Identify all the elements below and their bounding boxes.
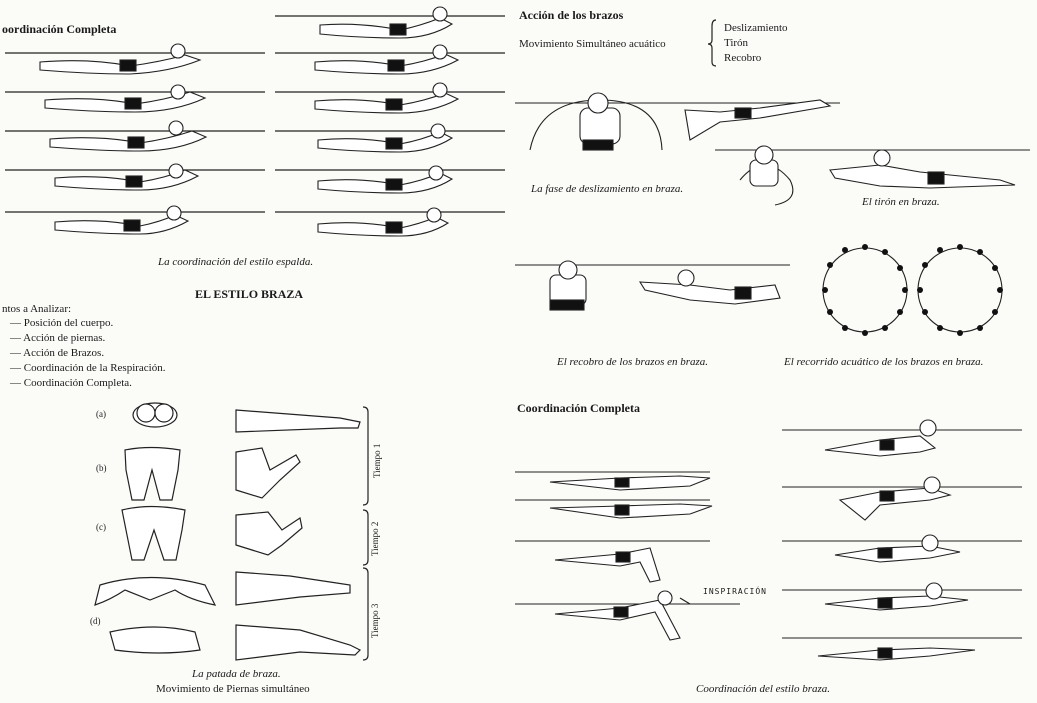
arm-path-caption: El recorrido acuático de los brazos en braza. — [784, 356, 984, 368]
inspiration-note: INSPIRACIÓN — [703, 587, 767, 596]
leg-label-d: (d) — [90, 616, 101, 626]
breaststroke-caption: Coordinación del estilo braza. — [696, 683, 831, 695]
leg-label-a: (a) — [96, 409, 106, 419]
list-item: — Coordinación Completa. — [10, 377, 132, 389]
phase-glide: Deslizamiento — [724, 22, 788, 34]
tiempo-3-label: Tiempo 3 — [370, 603, 380, 638]
tiempo-1-label: Tiempo 1 — [372, 443, 382, 478]
glide-caption: La fase de deslizamiento en braza. — [531, 183, 684, 195]
leg-kick-caption: La patada de braza. — [192, 668, 281, 680]
list-item: — Acción de piernas. — [10, 332, 106, 344]
list-item: — Acción de Brazos. — [10, 347, 105, 359]
pull-caption: El tirón en braza. — [862, 196, 940, 208]
arm-action-title: Acción de los brazos — [519, 8, 624, 22]
leg-movement-caption: Movimiento de Piernas simultáneo — [156, 683, 310, 695]
braza-section-title: EL ESTILO BRAZA — [195, 287, 304, 301]
phase-recovery: Recobro — [724, 52, 762, 64]
list-item: — Coordinación de la Respiración. — [10, 362, 166, 374]
full-coordination-title: Coordinación Completa — [517, 401, 640, 415]
recovery-caption: El recobro de los brazos en braza. — [557, 356, 709, 368]
backstroke-caption: La coordinación del estilo espalda. — [158, 256, 314, 268]
tiempo-2-label: Tiempo 2 — [370, 521, 380, 556]
list-item: — Posición del cuerpo. — [10, 317, 114, 329]
points-intro: ntos a Analizar: — [2, 303, 72, 315]
backstroke-coordination-heading: oordinación Completa — [2, 22, 117, 36]
leg-label-c: (c) — [96, 522, 106, 532]
phase-pull: Tirón — [724, 37, 749, 49]
arm-action-subtitle: Movimiento Simultáneo acuático — [519, 38, 666, 50]
leg-label-b: (b) — [96, 463, 107, 473]
